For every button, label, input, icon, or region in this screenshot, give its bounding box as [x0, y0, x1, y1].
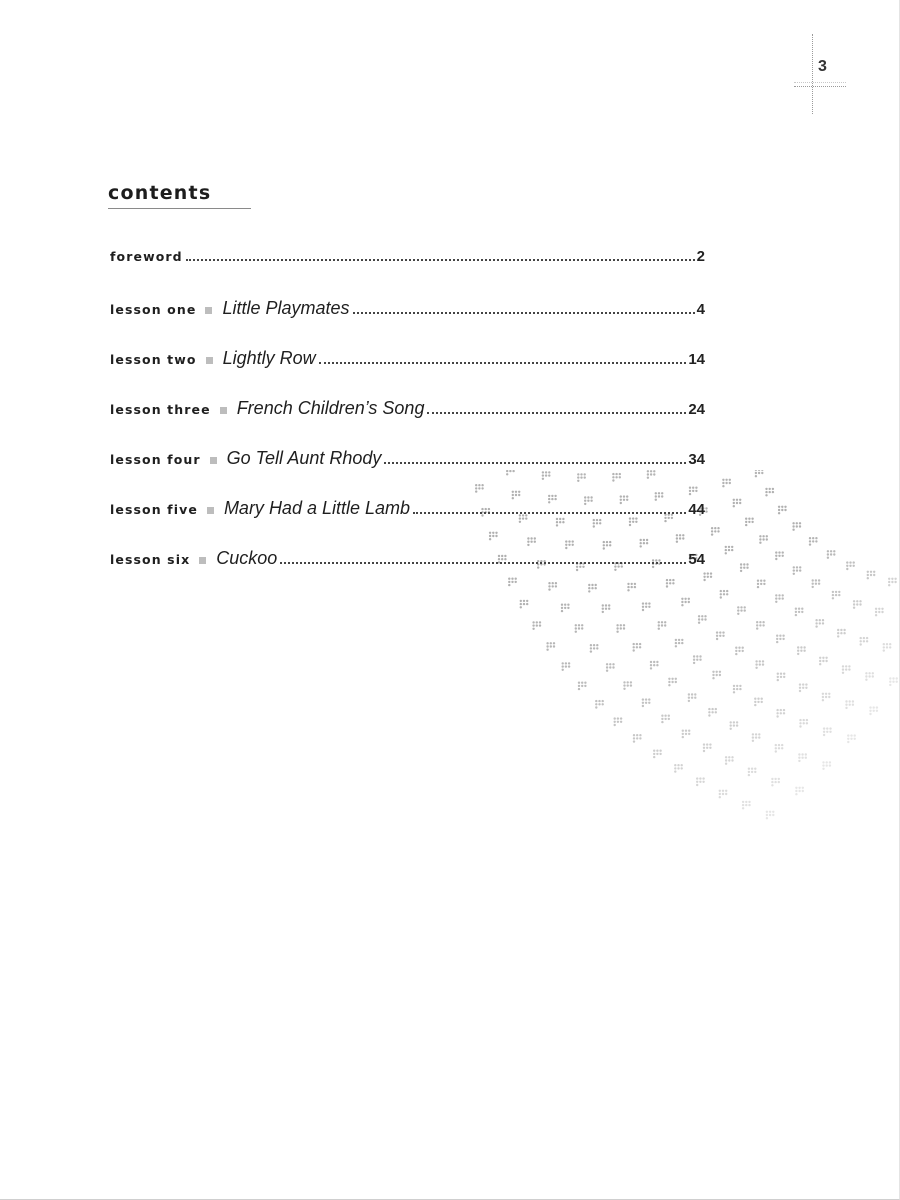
- toc-entry-lesson-one[interactable]: [110, 298, 705, 348]
- toc-entry-lesson-five[interactable]: [110, 498, 705, 548]
- toc-page-number: 24: [688, 401, 705, 418]
- separator-square-icon: [207, 507, 214, 514]
- table-of-contents: [110, 248, 705, 598]
- toc-page-number: 44: [688, 501, 705, 518]
- toc-song-title: Little Playmates: [222, 298, 350, 318]
- page-number-crosshair-vertical: [812, 34, 813, 114]
- toc-lesson-label: lesson one: [110, 302, 197, 317]
- toc-page-number: 54: [688, 551, 705, 568]
- heading-underline: [108, 208, 251, 209]
- toc-lesson-label: foreword: [110, 249, 183, 264]
- toc-song-title: French Children’s Song: [236, 398, 425, 418]
- separator-square-icon: [199, 557, 206, 564]
- toc-entry-lesson-three[interactable]: [110, 398, 705, 448]
- toc-lesson-label: lesson three: [110, 402, 211, 417]
- toc-entry-lesson-two[interactable]: [110, 348, 705, 398]
- toc-leader-dots: [427, 412, 686, 414]
- page-title: contents: [108, 182, 212, 204]
- toc-leader-dots: [319, 362, 687, 364]
- toc-leader-dots: [186, 259, 695, 261]
- toc-page-number: 2: [696, 248, 705, 265]
- toc-song-title: Go Tell Aunt Rhody: [226, 448, 382, 468]
- toc-song-title: Cuckoo: [216, 548, 278, 568]
- separator-square-icon: [206, 357, 213, 364]
- separator-square-icon: [210, 457, 217, 464]
- toc-lesson-label: lesson four: [110, 452, 201, 467]
- toc-song-title: Lightly Row: [222, 348, 316, 368]
- page-number: 3: [818, 58, 827, 75]
- toc-leader-dots: [384, 462, 686, 464]
- toc-leader-dots: [353, 312, 695, 314]
- toc-lesson-label: lesson five: [110, 502, 198, 517]
- toc-entry-foreword[interactable]: [110, 248, 705, 298]
- separator-square-icon: [220, 407, 227, 414]
- toc-lesson-label: lesson six: [110, 552, 191, 567]
- toc-page-number: 14: [688, 351, 705, 368]
- separator-square-icon: [205, 307, 212, 314]
- contents-heading-block: [108, 180, 251, 209]
- toc-leader-dots: [413, 512, 686, 514]
- page-number-crosshair-horizontal-light: [794, 82, 846, 83]
- toc-leader-dots: [280, 562, 686, 564]
- toc-song-title: Mary Had a Little Lamb: [223, 498, 411, 518]
- toc-page-number: 34: [688, 451, 705, 468]
- toc-page-number: 4: [696, 301, 705, 318]
- toc-entry-lesson-four[interactable]: [110, 448, 705, 498]
- toc-lesson-label: lesson two: [110, 352, 197, 367]
- page-number-crosshair-horizontal: [794, 86, 846, 87]
- toc-entry-lesson-six[interactable]: [110, 548, 705, 598]
